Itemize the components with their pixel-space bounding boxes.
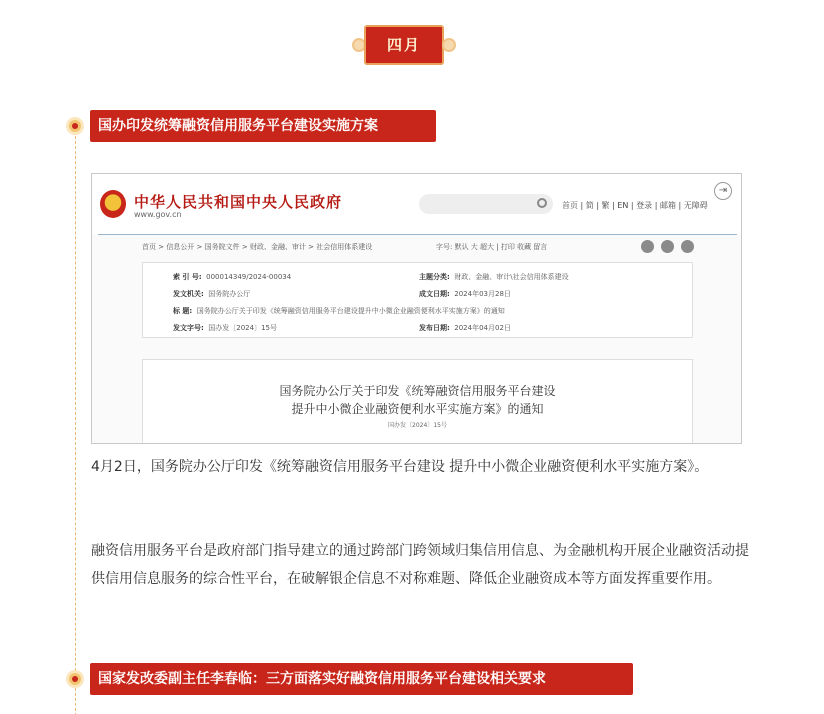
document-title-card	[142, 359, 693, 444]
timeline-dot	[66, 117, 84, 135]
weibo-share-icon	[641, 240, 654, 253]
document-number: 国办发〔2024〕15号	[388, 422, 447, 429]
timeline-line	[75, 126, 76, 714]
meta-index: 索 引 号: 000014349/2024-00034	[173, 273, 292, 281]
timeline-dot	[66, 670, 84, 688]
header-divider	[98, 234, 737, 235]
document-title-line: 提升中小微企业融资便利水平实施方案》的通知	[291, 402, 544, 416]
meta-issuer: 发文机关: 国务院办公厅	[173, 290, 251, 298]
meta-topic: 主题分类: 财政、金融、审计\社会信用体系建设	[419, 273, 569, 281]
page-tools: 字号: 默认 大 超大 | 打印 收藏 留言	[436, 243, 548, 251]
meta-title: 标 题: 国务院办公厅关于印发《统筹融资信用服务平台建设提升中小微企业融资便利水平实施方案》的通知	[173, 307, 505, 315]
meta-pubdate: 发布日期: 2024年04月02日	[419, 324, 511, 332]
accessibility-icon: ⇥	[714, 182, 732, 200]
favorite-share-icon	[681, 240, 694, 253]
month-badge-group	[352, 25, 456, 65]
article-screenshot	[91, 173, 742, 444]
document-title-line: 国务院办公厅关于印发《统筹融资信用服务平台建设	[279, 384, 556, 398]
badge-ornament-right	[442, 38, 456, 52]
site-nav: 首页 | 简 | 繁 | EN | 登录 | 邮箱 | 无障碍	[562, 201, 708, 210]
site-name: 中华人民共和国中央人民政府	[134, 193, 343, 211]
site-search-box	[419, 194, 553, 214]
document-meta-table	[142, 262, 693, 338]
headline-banner: 国家发改委副主任李春临：三方面落实好融资信用服务平台建设相关要求	[90, 663, 633, 695]
meta-date: 成文日期: 2024年03月28日	[419, 290, 511, 298]
breadcrumb: 首页 > 信息公开 > 国务院文件 > 财政、金融、审计 > 社会信用体系建设	[142, 243, 373, 251]
national-emblem-icon	[100, 190, 126, 218]
search-icon	[537, 198, 547, 208]
month-badge: 四月	[364, 25, 444, 65]
meta-docno: 发文字号: 国办发〔2024〕15号	[173, 324, 277, 332]
gov-site-header	[92, 174, 741, 234]
site-url: www.gov.cn	[134, 210, 182, 219]
wechat-share-icon	[661, 240, 674, 253]
article-paragraph: 融资信用服务平台是政府部门指导建立的通过跨部门跨领域归集信用信息、为金融机构开展企业融资活动提供信用信息服务的综合性平台，在破解银企信息不对称难题、降低企业融资成本等方面发挥重要作用。	[91, 543, 749, 587]
headline-banner: 国办印发统筹融资信用服务平台建设实施方案	[90, 110, 436, 142]
article-paragraph: 4月2日，国务院办公厅印发《统筹融资信用服务平台建设 提升中小微企业融资便利水平实施方案》。	[91, 459, 709, 475]
